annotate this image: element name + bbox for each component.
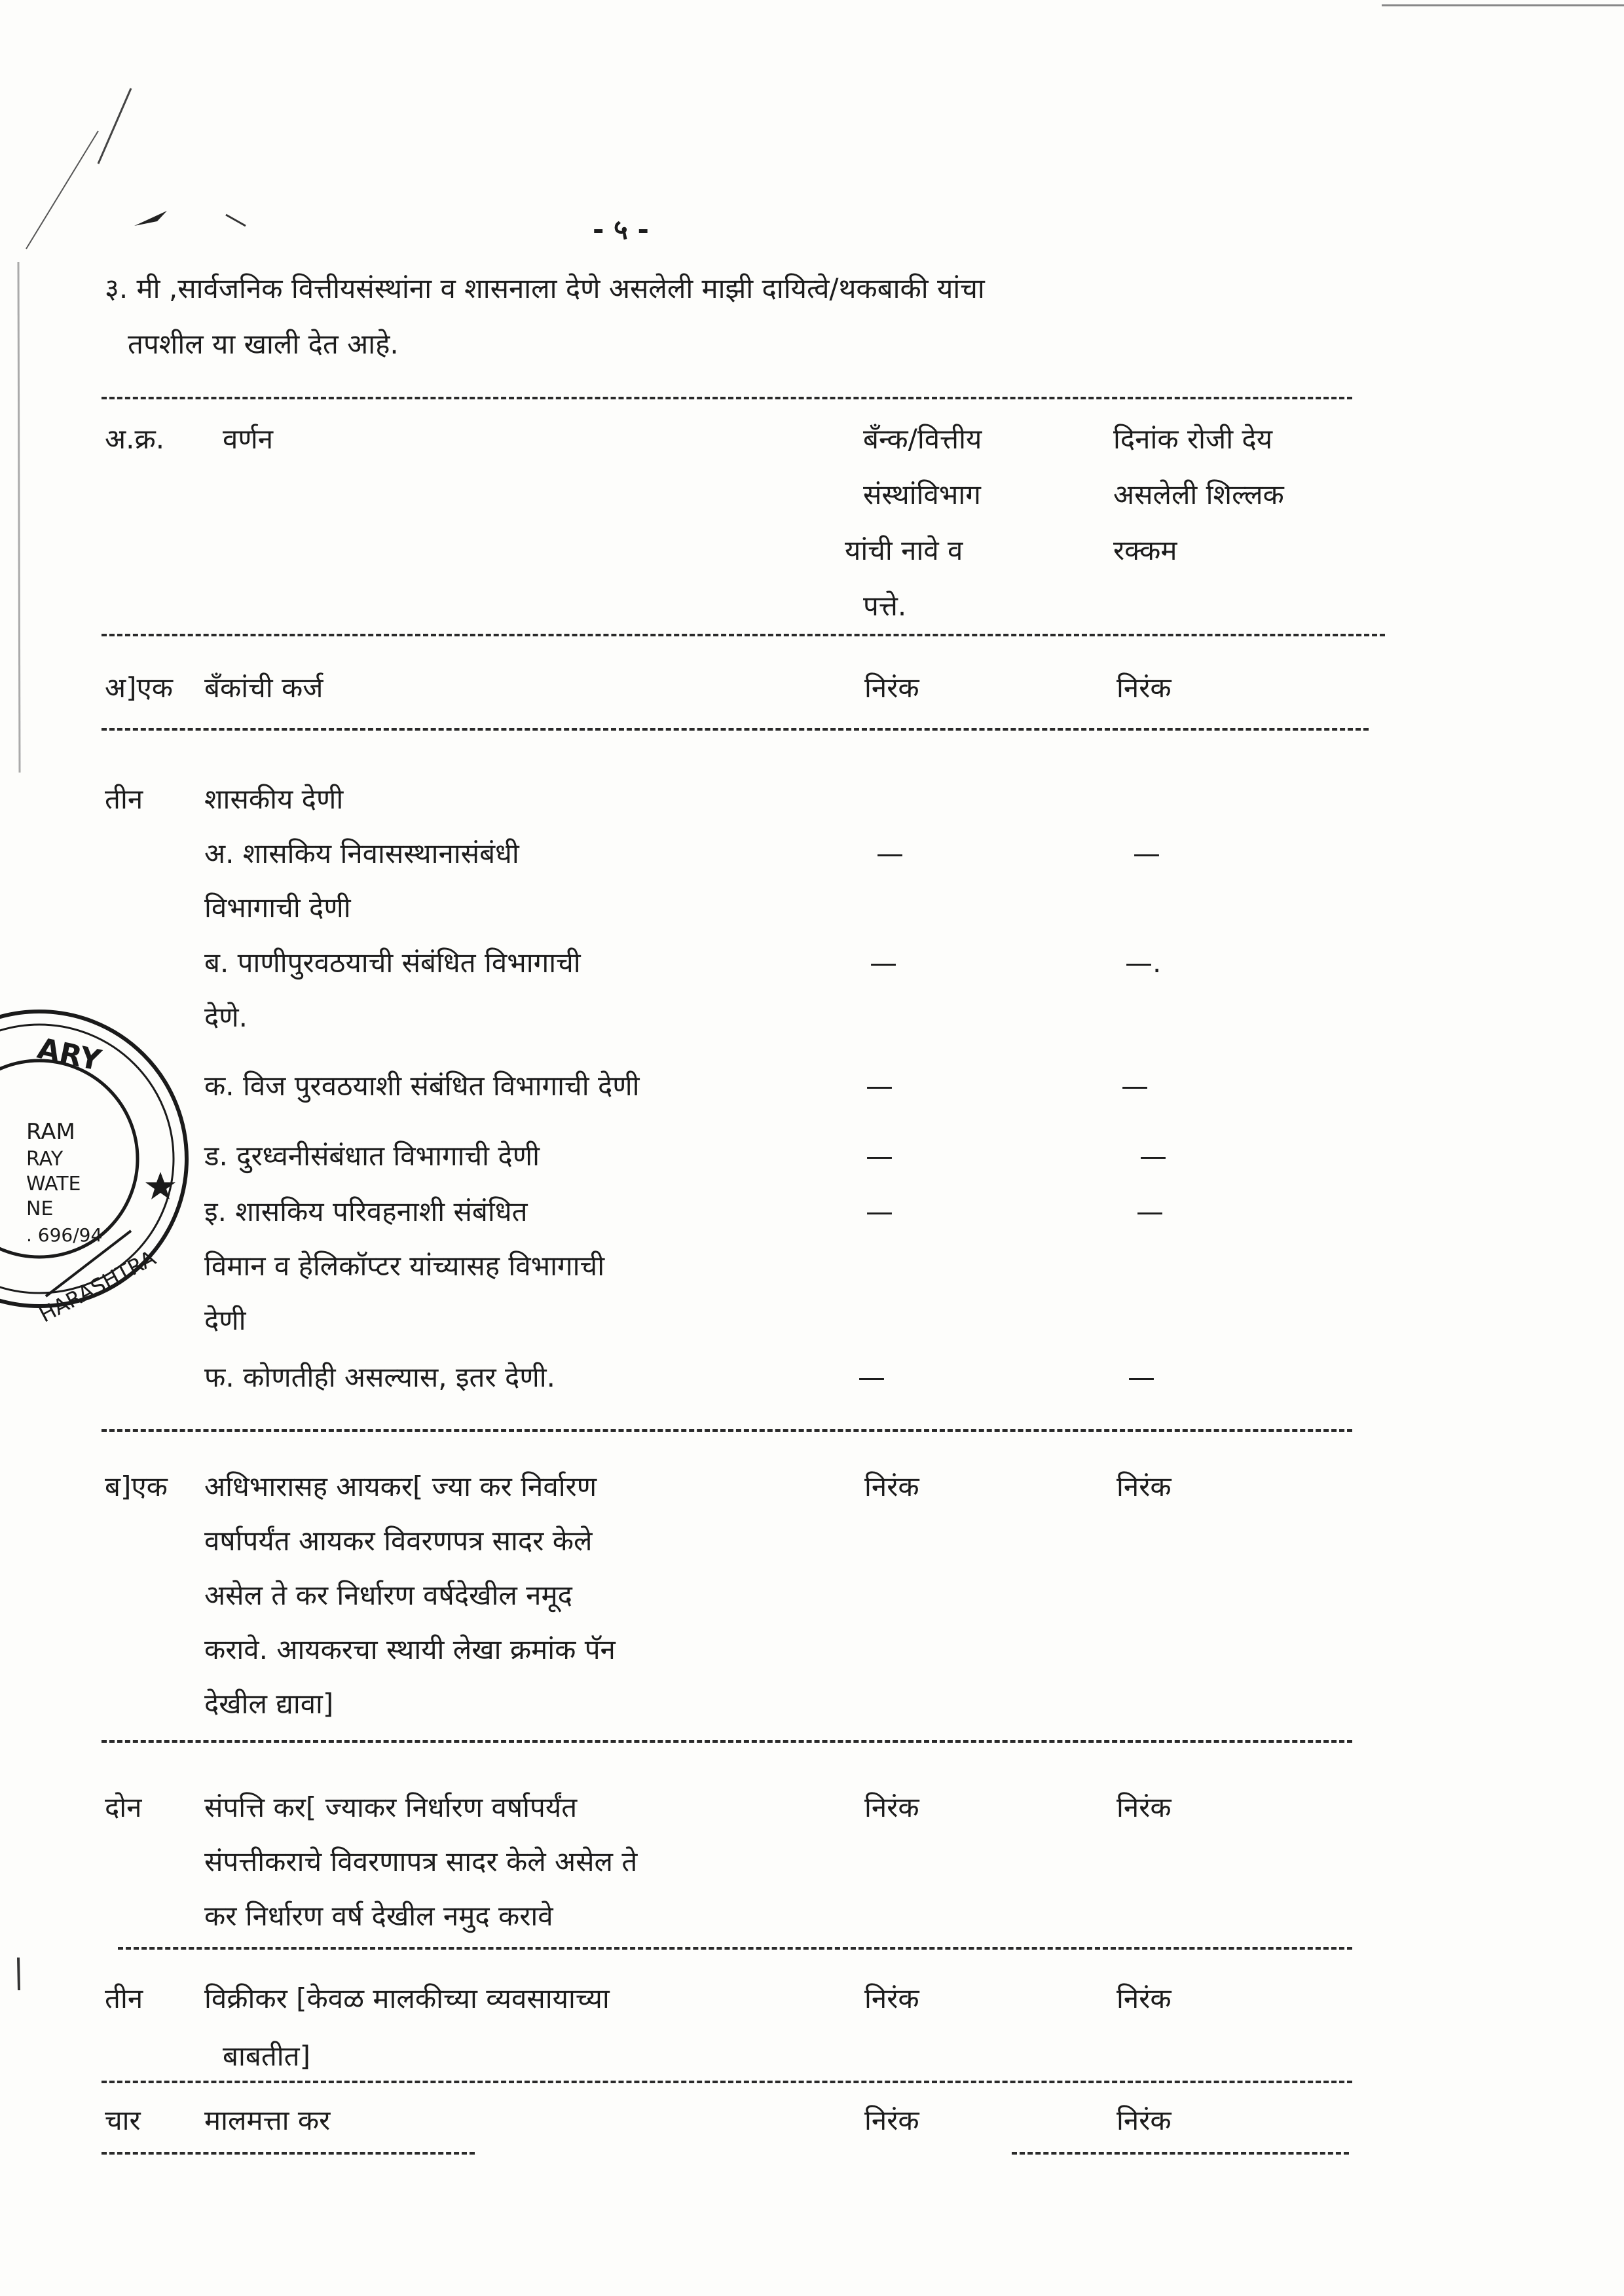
row-sr: तीन [105, 1982, 143, 2014]
row-desc: ड. दुरध्वनीसंबंधात विभागाची देणी [204, 1140, 540, 1172]
row-amount: निरंक [1116, 1791, 1172, 1823]
row-bank: — [876, 837, 904, 869]
row-amount: — [1121, 1070, 1149, 1102]
header-bank-1: बँन्क/वित्तीय [863, 423, 982, 455]
rule-row [101, 728, 1369, 731]
row-desc: फ. कोणतीही असल्यास, इतर देणी. [204, 1361, 555, 1393]
row-desc: इ. शासकिय परिवहनाशी संबंधित [204, 1195, 528, 1228]
row-sr: अ]एक [105, 672, 173, 704]
row-desc-cont: असेल ते कर निर्धारण वर्षदेखील नमूद [204, 1579, 572, 1611]
row-amount: निरंक [1116, 1982, 1172, 2014]
row-amount: — [1128, 1361, 1155, 1393]
row-amount: निरंक [1116, 2104, 1172, 2136]
row-desc: अ. शासकिय निवासस्थानासंबंधी [204, 837, 519, 869]
rule-bottom-right [1012, 2152, 1349, 2155]
row-desc: ब. पाणीपुरवठयाची संबंधित विभागाची [204, 947, 581, 979]
row-desc-cont: बाबतीत] [223, 2040, 310, 2072]
stamp-text-bottom: HARASHTRA [35, 1245, 160, 1328]
stamp-text: RAY [26, 1148, 64, 1171]
row-amount: — [1133, 837, 1160, 869]
rule-row [118, 1947, 1352, 1950]
row-desc: बँकांची कर्ज [204, 672, 323, 704]
rule-row [101, 1740, 1352, 1743]
row-sr: ब]एक [105, 1470, 168, 1503]
header-amount-1: दिनांक रोजी देय [1113, 423, 1273, 455]
stamp-text: . 696/94 [26, 1224, 103, 1246]
rule-bottom-left [101, 2152, 475, 2155]
row-bank: निरंक [864, 672, 919, 704]
header-bank-2: संस्थांविभाग [863, 479, 981, 511]
row-bank: — [866, 1195, 893, 1228]
row-desc-cont: कर निर्धारण वर्ष देखील नमुद करावे [204, 1900, 553, 1932]
office-stamp [0, 982, 196, 1349]
row-bank: — [870, 947, 897, 979]
header-desc: वर्णन [223, 423, 274, 455]
row-bank: निरंक [864, 1791, 919, 1823]
rule-header [101, 634, 1385, 636]
row-amount: —. [1125, 947, 1162, 979]
row-sr: चार [105, 2104, 141, 2136]
row-sr: तीन [105, 783, 143, 815]
row-desc-cont: देणे. [204, 1001, 248, 1033]
row-bank: — [858, 1361, 885, 1393]
intro-line-2: तपशील या खाली देत आहे. [128, 328, 399, 360]
header-bank-3: यांची नावे व [845, 534, 963, 566]
intro-line-1: ३. मी ,सार्वजनिक वित्तीयसंस्थांना व शासनाला देणे असलेली माझी दायित्वे/थकबाकी यांचा [105, 272, 985, 304]
row-desc-cont: विमान व हेलिकॉप्टर यांच्यासह विभागाची [204, 1250, 605, 1282]
row-amount: — [1136, 1195, 1164, 1228]
row-desc: क. विज पुरवठयाशी संबंधित विभागाची देणी [204, 1070, 640, 1102]
row-desc: मालमत्ता कर [204, 2104, 331, 2136]
header-amount-2: असलेली शिल्लक [1113, 479, 1284, 511]
header-bank-4: पत्ते. [863, 590, 907, 622]
row-desc: शासकीय देणी [204, 783, 344, 815]
row-desc-cont: संपत्तीकराचे विवरणापत्र सादर केले असेल ते [204, 1846, 638, 1878]
row-desc: संपत्ति कर[ ज्याकर निर्धारण वर्षापर्यंत [204, 1791, 578, 1823]
rule-row [101, 2081, 1352, 2083]
row-bank: निरंक [864, 1982, 919, 2014]
rule-row [101, 1429, 1352, 1432]
row-desc-cont: देखील द्यावा] [204, 1688, 334, 1720]
stamp-text: WATE [26, 1173, 81, 1195]
header-sr: अ.क्र. [105, 423, 165, 455]
rule-top [101, 397, 1352, 399]
row-desc-cont: करावे. आयकरचा स्थायी लेखा क्रमांक पॅन [204, 1633, 616, 1666]
row-amount: निरंक [1116, 672, 1172, 704]
page-number: - ५ - [593, 213, 649, 246]
stamp-text: NE [26, 1197, 54, 1220]
row-sr: दोन [105, 1791, 142, 1823]
stamp-text: RAM [26, 1119, 75, 1145]
row-bank: निरंक [864, 1470, 919, 1503]
row-bank: निरंक [864, 2104, 919, 2136]
header-amount-3: रक्कम [1113, 534, 1177, 566]
row-desc-cont: विभागाची देणी [204, 892, 351, 924]
row-amount: निरंक [1116, 1470, 1172, 1503]
row-desc-cont: देणी [204, 1304, 246, 1336]
row-bank: — [866, 1140, 893, 1172]
row-desc-cont: वर्षापर्यंत आयकर विवरणपत्र सादर केले [204, 1525, 593, 1557]
row-desc: विक्रीकर [केवळ मालकीच्या व्यवसायाच्या [204, 1982, 610, 2014]
row-amount: — [1139, 1140, 1167, 1172]
stamp-text-top: ARY [34, 1031, 104, 1078]
row-desc: अधिभारासह आयकर[ ज्या कर निर्वारण [204, 1470, 597, 1503]
row-bank: — [866, 1070, 893, 1102]
